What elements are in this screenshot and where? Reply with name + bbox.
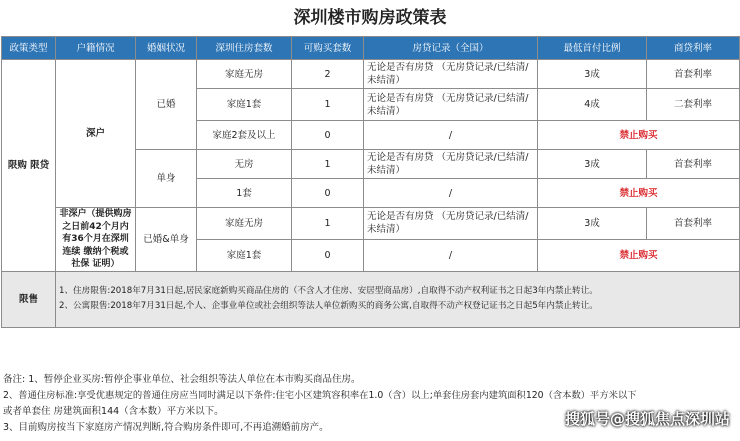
down-cell: 3成 [538,208,647,240]
watermark: 搜狐号@搜狐焦点深圳站 [564,410,730,428]
note-line: 2、普通住房标准:享受优惠规定的普通住房应当同时满足以下条件:住宅小区建筑容积率在1.0（含）以上;单套住房套内建筑面积120（含本数）平方米以下 [3,390,637,401]
header-hukou: 户籍情况 [56,37,136,60]
table-row [2,208,740,240]
count-cell: 0 [292,239,364,271]
ban-cell: 禁止购买 [538,121,740,150]
header-down-payment: 最低首付比例 [538,37,647,60]
sale-limit-row [2,271,740,327]
count-cell: 1 [292,89,364,121]
sale-limit-text [56,271,740,327]
loan-cell: 无论是否有房贷 （无房贷记录/已结清/未结清） [364,208,538,240]
count-cell: 0 [292,121,364,150]
header-count: 可购买套数 [292,37,364,60]
down-cell: 3成 [538,150,647,179]
loan-cell: 无论是否有房贷 （无房贷记录/已结清/未结清） [364,150,538,179]
header-rate: 商贷利率 [647,37,740,60]
policy-table [1,36,740,328]
rate-cell: 首套利率 [647,150,740,179]
header-row [2,37,740,60]
married-single-cell: 已婚&单身 [136,208,197,272]
header-marital: 婚姻状况 [136,37,197,60]
count-cell: 2 [292,60,364,89]
loan-cell: / [364,121,538,150]
note-line: 或者单套住 房建筑面积144（含本数）平方米以下。 [3,406,224,417]
down-cell: 3成 [538,60,647,89]
policy-type-cell: 限购 限贷 [2,60,56,272]
rate-cell: 首套利率 [647,208,740,240]
count-cell: 1 [292,150,364,179]
houses-cell: 家庭无房 [197,208,292,240]
hukou-sz-cell: 深户 [56,60,136,208]
houses-cell: 家庭2套及以上 [197,121,292,150]
note-line: 备注: 1、暂停企业买房:暂停企事业单位、社会组织等法人单位在本市购买商品住房。 [3,374,361,385]
sale-limit-label: 限售 [2,271,56,327]
houses-cell: 无房 [197,150,292,179]
table-row [2,60,740,89]
houses-cell: 家庭1套 [197,239,292,271]
down-cell: 4成 [538,89,647,121]
count-cell: 1 [292,208,364,240]
count-cell: 0 [292,179,364,208]
loan-cell: / [364,239,538,271]
sale-limit-line: 2、公寓限售:2018年7月31日起,个人、企事业单位或社会组织等法人单位新购买的商务公寓,自取得不动产权登记证书之日起5年内禁止转让。 [59,301,598,311]
loan-cell: / [364,179,538,208]
table-title: 深圳楼市购房政策表 [0,0,740,36]
ban-cell: 禁止购买 [538,179,740,208]
rate-cell: 二套利率 [647,89,740,121]
married-cell: 已婚 [136,60,197,150]
houses-cell: 家庭1套 [197,89,292,121]
houses-cell: 1套 [197,179,292,208]
header-houses: 深圳住房套数 [197,37,292,60]
single-cell: 单身 [136,150,197,208]
ban-cell: 禁止购买 [538,239,740,271]
loan-cell: 无论是否有房贷 （无房贷记录/已结清/未结清） [364,60,538,89]
hukou-nonsz-cell: 非深户（提供购房之日前42个月内有36个月在深圳连续 缴纳个税或社保 证明） [56,208,136,272]
houses-cell: 家庭无房 [197,60,292,89]
sale-limit-line: 1、住房限售:2018年7月31日起,居民家庭新购买商品住房的（不含人才住房、安居型商品房）,自取得不动产权利证书之日起3年内禁止转让。 [59,286,598,296]
note-line: 3、目前购房按当下家庭房产情况判断,符合购房条件即可,不再追溯婚前房产。 [3,422,329,433]
header-policy-type: 政策类型 [2,37,56,60]
header-loan: 房贷记录（全国） [364,37,538,60]
loan-cell: 无论是否有房贷 （无房贷记录/已结清/未结清） [364,89,538,121]
rate-cell: 首套利率 [647,60,740,89]
